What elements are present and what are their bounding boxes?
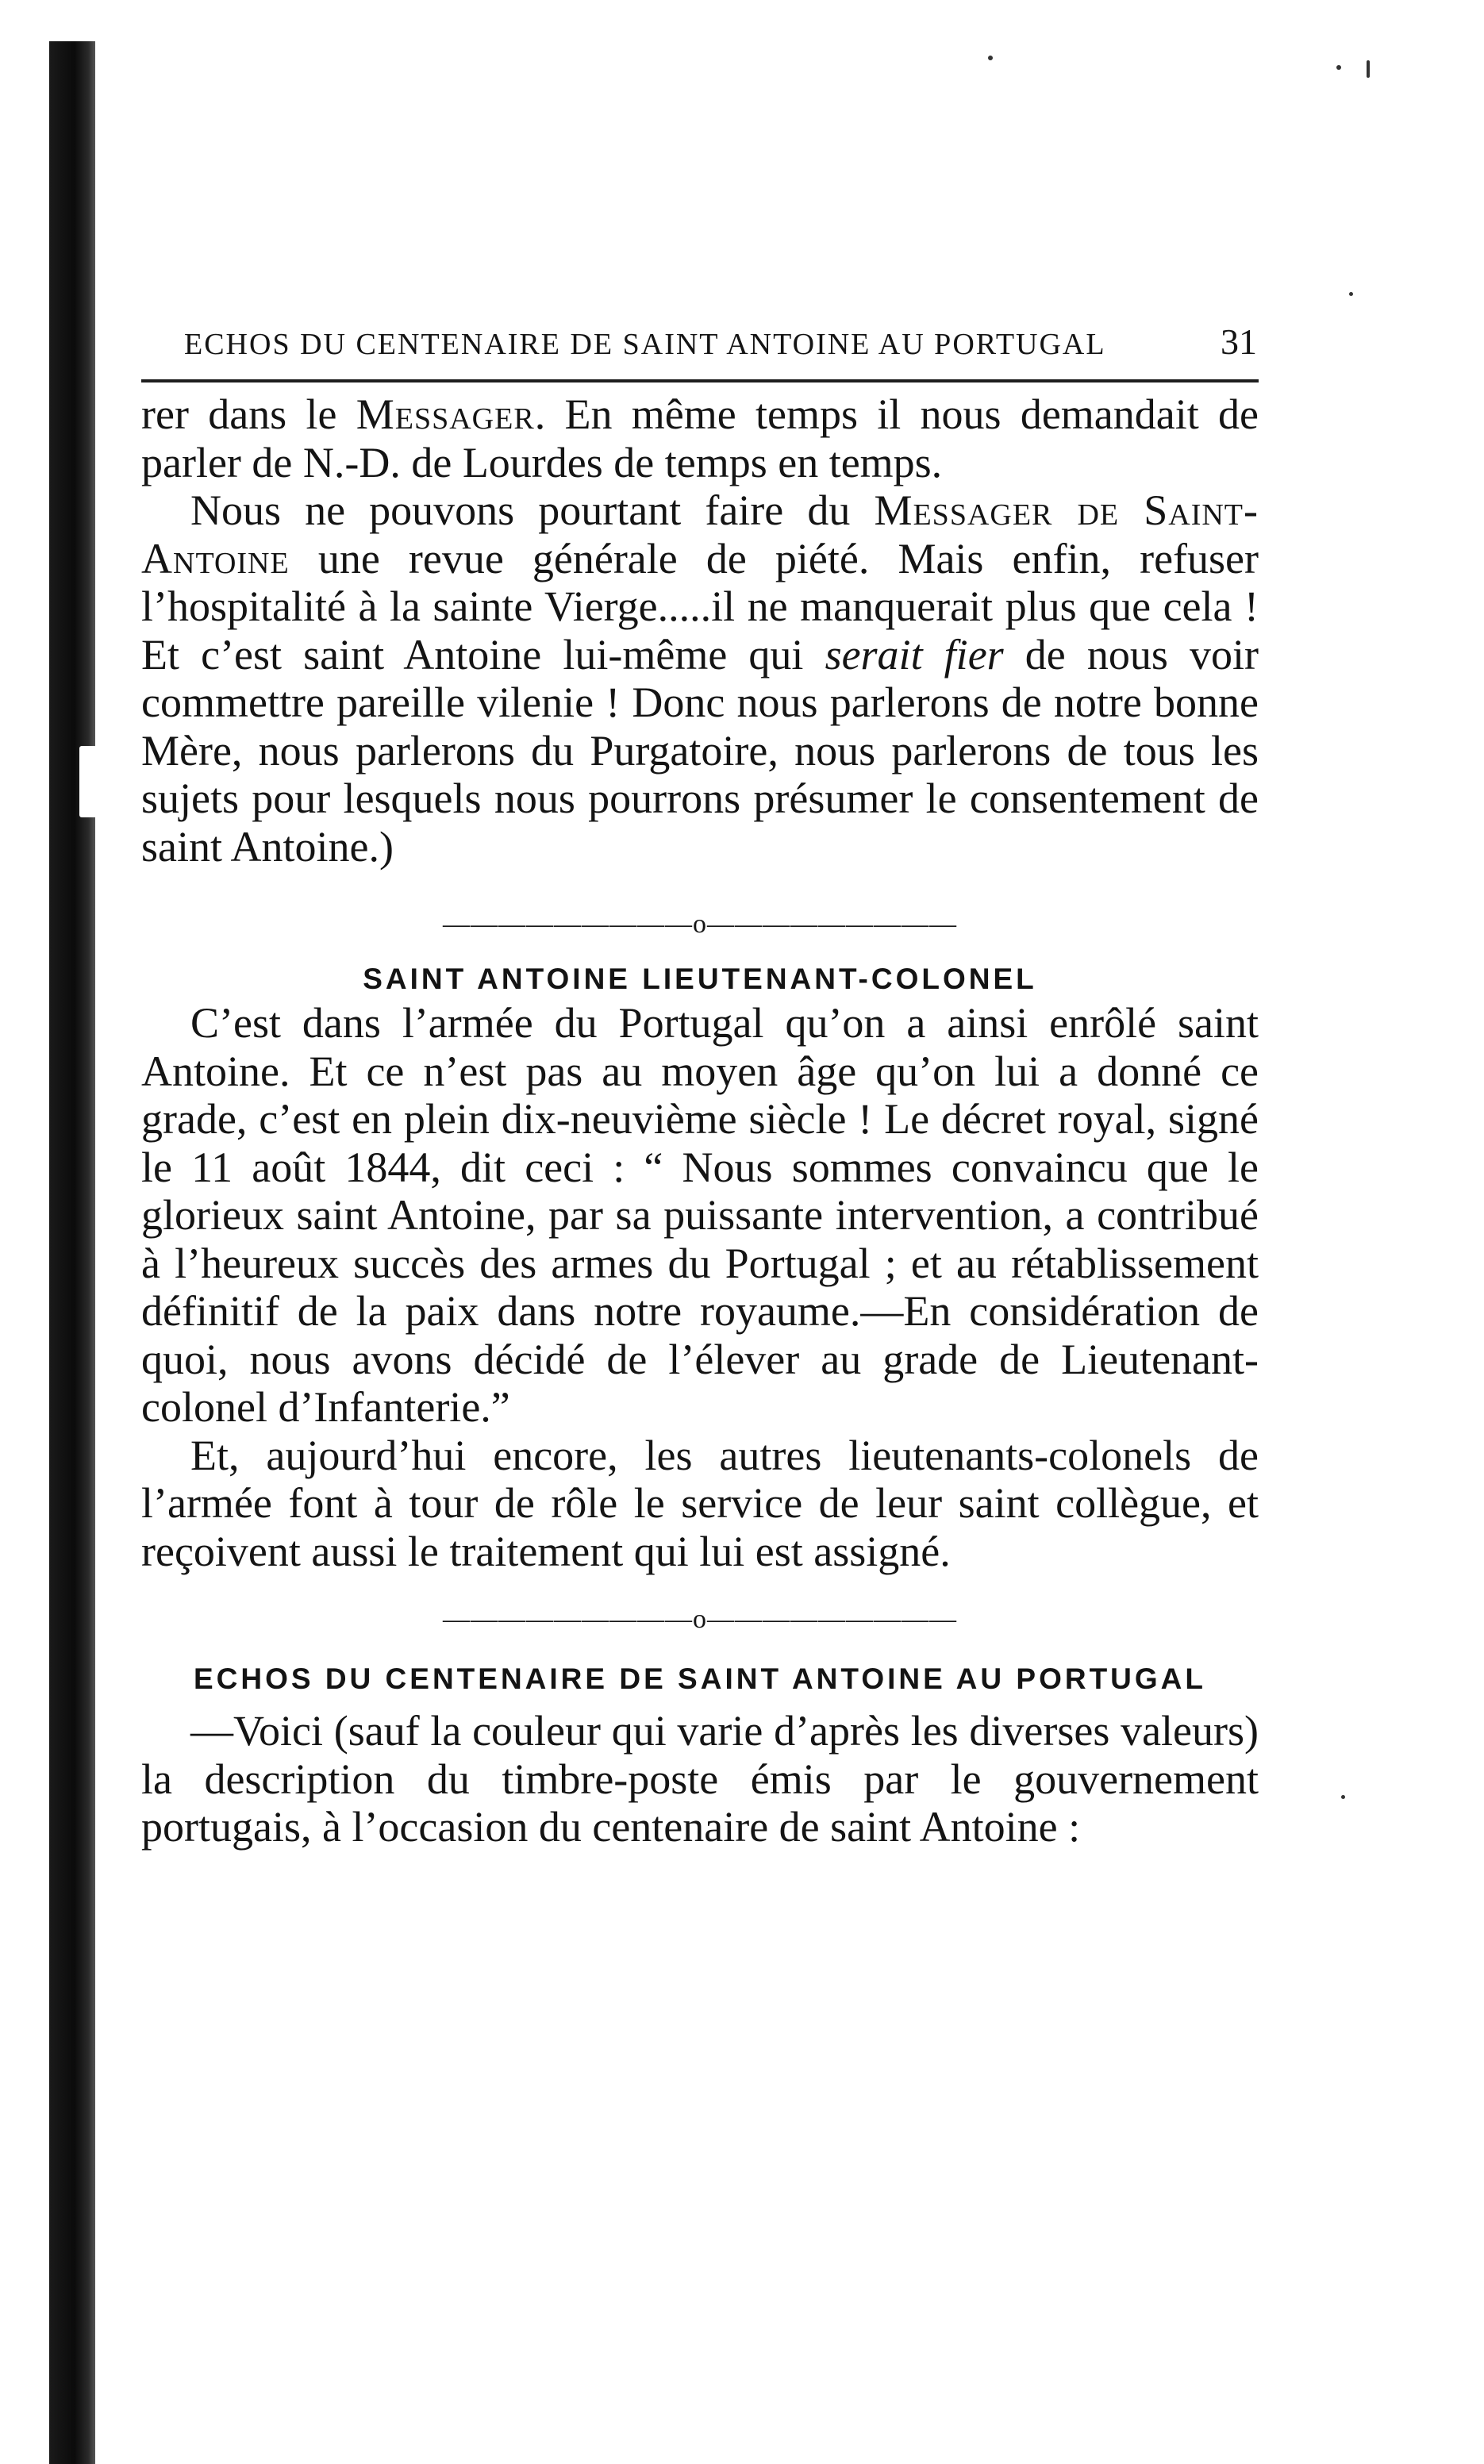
- section-separator: —————————o—————————: [443, 909, 957, 939]
- page-number: 31: [1221, 321, 1257, 362]
- scan-speck: [1336, 65, 1341, 70]
- book-binding-edge: [49, 41, 95, 2464]
- body-paragraph: —Voici (sauf la couleur qui varie d’après les diverses valeurs) la description du timbre-poste émis par le gouvernement portugais, à l’occasion du centenaire de saint Antoine :: [141, 1707, 1259, 1851]
- continuation-paragraph: rer dans le Messager. En même temps il nous demandait de parler de N.-D. de Lourdes de temps en temps.: [141, 390, 1259, 486]
- running-header: [184, 321, 1257, 363]
- body-paragraph: C’est dans l’armée du Portugal qu’on a ainsi enrôlé saint Antoine. Et ce n’est pas au moyen âge qu’on lui a donné ce grade, c’est en plein dix-neuvième siècle ! Le décret royal, signé le 11 août 1844, dit ceci : “ Nous sommes convaincu que le glorieux saint Antoine, par sa puissante intervention, a contribué à l’heureux succès des armes du Portugal ; et au rétablissement définitif de la paix dans notre royaume.—En considération de quoi, nous avons décidé de l’élever au grade de Lieutenant-colonel d’Infanterie.”: [141, 999, 1259, 1431]
- text-column: [141, 390, 1259, 1851]
- scan-speck: [1341, 1795, 1345, 1799]
- journal-name: Messager de Saint-Antoine: [141, 486, 1259, 582]
- running-title: ECHOS DU CENTENAIRE DE SAINT ANTOINE AU PORTUGAL: [184, 328, 1106, 361]
- section-separator: —————————o—————————: [443, 1605, 957, 1634]
- scan-speck: [988, 56, 993, 60]
- journal-name: Messager: [356, 390, 535, 438]
- section-heading: ECHOS DU CENTENAIRE DE SAINT ANTOINE AU PORTUGAL: [193, 1663, 1207, 1695]
- body-paragraph: Et, aujourd’hui encore, les autres lieutenants-colonels de l’armée font à tour de rôle le service de leur saint collègue, et reçoivent aussi le traitement qui lui est assigné.: [141, 1431, 1259, 1575]
- italic-phrase: serait fier: [825, 630, 1004, 678]
- scan-speck: [1349, 292, 1353, 296]
- continuation-paragraph-2: Nous ne pouvons pourtant faire du Messager de Saint-Antoine une revue générale de piété. Mais enfin, refuser l’hospitalité à la sainte Vierge.....il ne manquerait plus que cela ! Et c’est saint Antoine lui-même qui serait fier de nous voir commettre pareille vilenie ! Donc nous parlerons de notre bonne Mère, nous parlerons du Purgatoire, nous parlerons de tous les sujets pour lesquels nous pourrons présumer le consentement de saint Antoine.): [141, 486, 1259, 871]
- section-heading: SAINT ANTOINE LIEUTENANT-COLONEL: [363, 963, 1037, 995]
- header-rule: [141, 379, 1259, 382]
- scan-speck: [1367, 60, 1370, 78]
- binding-notch: [79, 746, 97, 817]
